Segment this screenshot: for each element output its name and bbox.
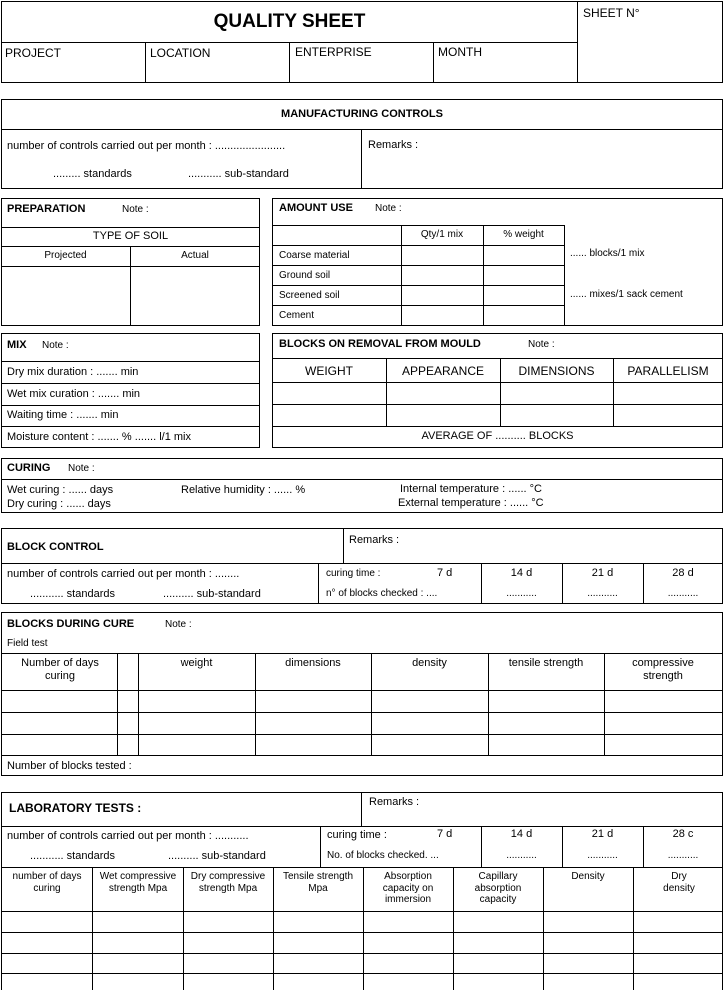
preparation-title: PREPARATION (7, 203, 86, 215)
block-control-curing-time: curing time : (326, 568, 381, 579)
moisture-content: Moisture content : ....... % ....... l/1 mix (7, 431, 192, 443)
dry-mix-duration: Dry mix duration : ....... min (7, 366, 139, 378)
amount-use-note: Note : (375, 203, 402, 214)
weight-header: WEIGHT (305, 364, 353, 378)
curing-note: Note : (68, 463, 95, 474)
manufacturing-remarks: Remarks : (368, 139, 419, 151)
lab-capillary-header: Capillary absorption capacity (474, 871, 522, 905)
laboratory-day-21: 21 d (591, 828, 614, 840)
blocks-cure-box (1, 612, 723, 776)
lab-dry-compressive-header: Dry compressive strength Mpa (190, 871, 266, 894)
block-control-title: BLOCK CONTROL (7, 541, 104, 553)
manufacturing-standards: ......... standards (53, 168, 132, 180)
enterprise-label: ENTERPRISE (295, 45, 372, 59)
block-control-day-21: 21 d (591, 567, 614, 579)
qty-per-mix-header: Qty/1 mix (420, 229, 464, 240)
block-control-substandard: .......... sub-standard (163, 588, 261, 600)
cure-tensile-header: tensile strength (508, 657, 584, 669)
laboratory-dots-21: ........... (587, 850, 618, 861)
actual-label: Actual (181, 250, 209, 261)
cure-dimensions-header: dimensions (285, 657, 341, 669)
screened-soil-label: Screened soil (279, 290, 340, 301)
external-temperature: External temperature : ...... °C (398, 497, 544, 509)
laboratory-day-28: 28 c (672, 828, 694, 840)
blocks-tested-label: Number of blocks tested : (7, 760, 132, 772)
type-of-soil-label: TYPE OF SOIL (92, 230, 169, 242)
block-control-day-28: 28 d (672, 567, 694, 579)
block-control-dots-21: ........... (587, 588, 618, 599)
lab-wet-compressive-header: Wet compressive strength Mpa (99, 871, 177, 894)
mix-title: MIX (7, 339, 27, 351)
preparation-note: Note : (122, 204, 149, 215)
amount-use-title: AMOUNT USE (279, 202, 353, 214)
cure-compressive-header: compressive strength (632, 657, 694, 682)
projected-label: Projected (44, 250, 87, 261)
sheet-number-label: SHEET N° (583, 6, 640, 20)
laboratory-dots-14: ........... (506, 850, 537, 861)
lab-tensile-header: Tensile strength Mpa (282, 871, 354, 894)
block-control-standards: ........... standards (30, 588, 115, 600)
block-control-dots-28: ........... (667, 588, 699, 599)
internal-temperature: Internal temperature : ...... °C (400, 483, 542, 495)
location-label: LOCATION (150, 46, 211, 60)
manufacturing-substandard: ........... sub-standard (188, 168, 289, 180)
lab-absorption-header: Absorption capacity on immersion (382, 871, 434, 905)
laboratory-substandard: .......... sub-standard (168, 850, 266, 862)
laboratory-day-7: 7 d (437, 828, 453, 840)
laboratory-standards: ........... standards (30, 850, 115, 862)
block-control-remarks: Remarks : (349, 534, 400, 546)
laboratory-remarks: Remarks : (369, 796, 420, 808)
cure-density-header: density (412, 657, 447, 669)
curing-title: CURING (7, 462, 51, 474)
blocks-cure-title: BLOCKS DURING CURE (7, 618, 135, 630)
lab-density-header: Density (571, 871, 605, 882)
dry-curing: Dry curing : ...... days (7, 498, 111, 510)
lab-days-curing-header: number of days curing (12, 871, 82, 894)
manufacturing-title: MANUFACTURING CONTROLS (281, 108, 443, 120)
cement-label: Cement (279, 310, 315, 321)
laboratory-checked: No. of blocks checked. ... (327, 850, 439, 861)
laboratory-title: LABORATORY TESTS : (9, 801, 142, 815)
block-control-day-7: 7 d (437, 567, 453, 579)
sheet-title: QUALITY SHEET (213, 11, 366, 32)
days-curing-header: Number of days curing (21, 657, 99, 682)
block-control-dots-14: ........... (506, 588, 537, 599)
dimensions-header: DIMENSIONS (518, 364, 595, 378)
project-label: PROJECT (5, 46, 62, 60)
percent-weight-header: % weight (503, 229, 544, 240)
wet-mix-duration: Wet mix curation : ....... min (7, 388, 141, 400)
block-control-day-14: 14 d (510, 567, 533, 579)
blocks-cure-note: Note : (165, 619, 192, 630)
laboratory-controls: number of controls carried out per month : ........... (7, 830, 249, 842)
coarse-material-label: Coarse material (279, 250, 350, 261)
appearance-header: APPEARANCE (401, 364, 485, 378)
laboratory-curing-time: curing time : (327, 829, 387, 841)
average-of-blocks: AVERAGE OF .......... BLOCKS (421, 430, 574, 442)
ground-soil-label: Ground soil (279, 270, 331, 281)
month-label: MONTH (438, 45, 482, 59)
waiting-time: Waiting time : ....... min (7, 409, 119, 421)
wet-curing: Wet curing : ...... days (7, 484, 114, 496)
blocks-removal-note: Note : (528, 339, 555, 350)
mixes-per-sack: ...... mixes/1 sack cement (570, 289, 683, 300)
field-test-label: Field test (7, 638, 48, 649)
blocks-removal-title: BLOCKS ON REMOVAL FROM MOULD (279, 338, 481, 350)
amount-use-box (272, 198, 723, 326)
laboratory-dots-28: ........... (667, 850, 699, 861)
lab-dry-density-header: Dry density (663, 871, 695, 894)
cure-weight-header: weight (180, 657, 213, 669)
block-control-checked: n° of blocks checked : .... (326, 588, 438, 599)
manufacturing-controls-count: number of controls carried out per month : ....................... (7, 140, 286, 152)
mix-note: Note : (42, 340, 69, 351)
blocks-per-mix: ...... blocks/1 mix (570, 248, 645, 259)
relative-humidity: Relative humidity : ...... % (181, 484, 306, 496)
laboratory-day-14: 14 d (510, 828, 533, 840)
block-control-controls: number of controls carried out per month : ........ (7, 568, 240, 580)
parallelism-header: PARALLELISM (627, 364, 709, 378)
